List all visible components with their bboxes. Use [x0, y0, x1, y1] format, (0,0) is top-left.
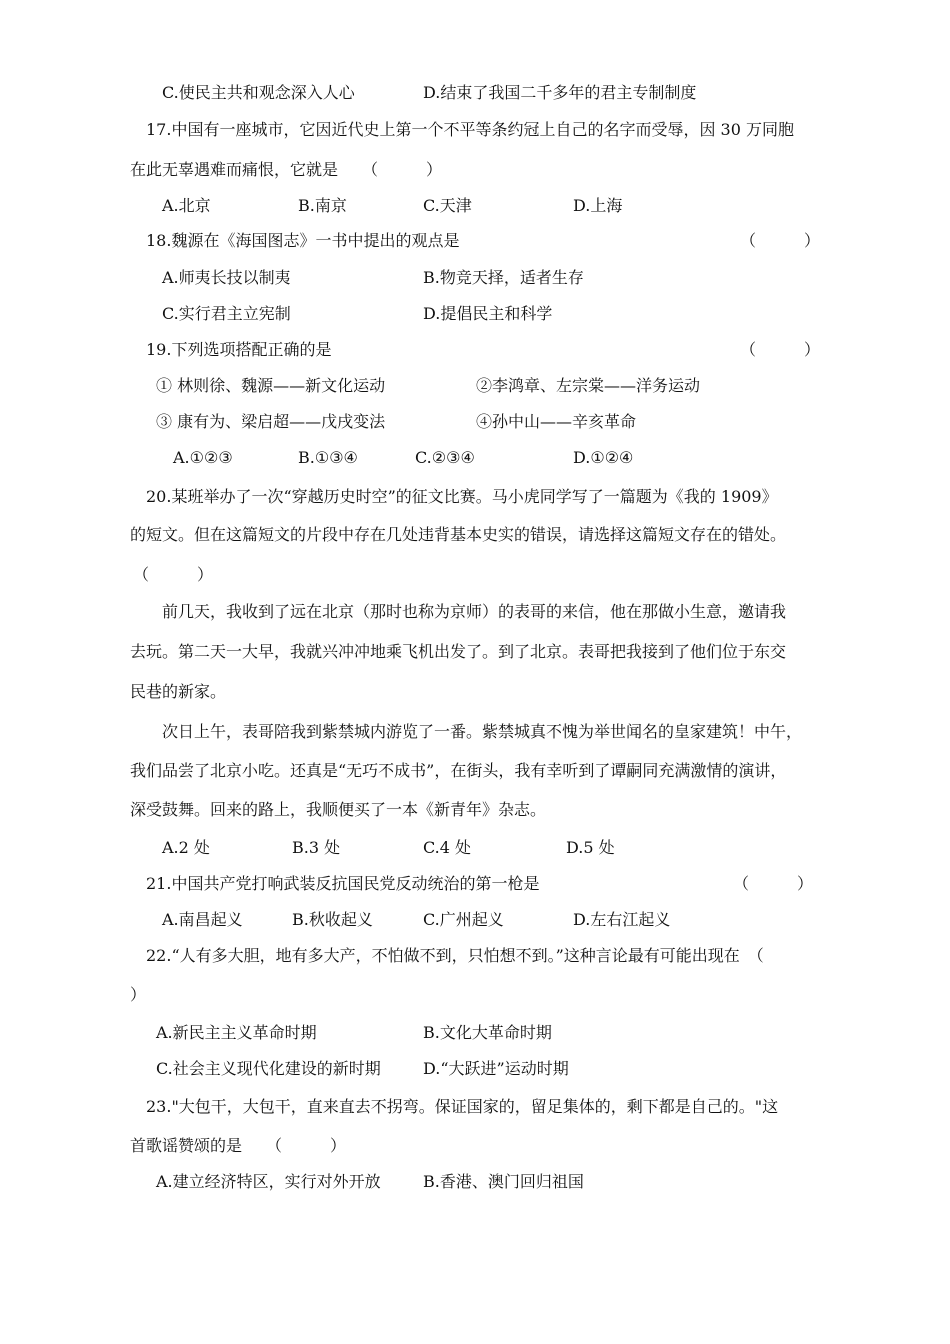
q20-option-d: D.5 处 [566, 838, 615, 857]
q20-stem-line2: 的短文。但在这篇短文的片段中存在几处违背基本史实的错误，请选择这篇短文存在的错处。 [130, 525, 787, 544]
q22-stem-line1: 22.“人有多大胆，地有多大产，不怕做不到，只怕想不到。”这种言论最有可能出现在 （ [146, 946, 764, 965]
q19-answer-bracket: （ ） [740, 340, 821, 359]
q22-stem-line2: ） [130, 985, 147, 1004]
q21-option-d: D.左右江起义 [573, 910, 671, 929]
q20-passage-p2-line1: 次日上午，表哥陪我到紫禁城内游览了一番。紫禁城真不愧为举世闻名的皇家建筑！中午， [162, 722, 803, 741]
q19-stem: 19.下列选项搭配正确的是 [146, 340, 332, 359]
q20-option-a: A.2 处 [162, 838, 210, 857]
q19-item-4: ④孙中山——辛亥革命 [476, 412, 637, 431]
q19-item-1: ① 林则徐、魏源——新文化运动 [156, 376, 386, 395]
q20-passage-p1-line3: 民巷的新家。 [130, 682, 227, 701]
q18-option-b: B.物竞天择，适者生存 [423, 268, 584, 287]
q18-option-d: D.提倡民主和科学 [423, 304, 553, 323]
q17-option-c: C.天津 [423, 196, 472, 215]
q21-option-b: B.秋收起义 [292, 910, 373, 929]
q23-option-b: B.香港、澳门回归祖国 [423, 1172, 584, 1191]
q20-answer-bracket: （ ） [133, 565, 214, 584]
q17-stem-line2: 在此无辜遇难而痛恨，它就是 （ ） [130, 160, 443, 179]
q20-option-c: C.4 处 [423, 838, 472, 857]
q22-option-b: B.文化大革命时期 [423, 1023, 552, 1042]
q18-stem: 18.魏源在《海国图志》一书中提出的观点是 [146, 231, 460, 250]
q19-option-a: A.①②③ [173, 448, 233, 467]
q16-option-d: D.结束了我国二千多年的君主专制制度 [423, 83, 697, 102]
q21-stem: 21.中国共产党打响武装反抗国民党反动统治的第一枪是 [146, 874, 540, 893]
q22-option-d: D.“大跃进”运动时期 [423, 1059, 569, 1078]
q17-stem-line1: 17.中国有一座城市，它因近代史上第一个不平等条约冠上自己的名字而受辱，因 30 万同胞 [146, 120, 794, 139]
q23-stem-line2: 首歌谣赞颂的是 （ ） [130, 1136, 347, 1155]
q17-option-a: A.北京 [162, 196, 211, 215]
q19-item-3: ③ 康有为、梁启超——戊戌变法 [156, 412, 386, 431]
q22-option-c: C.社会主义现代化建设的新时期 [156, 1059, 381, 1078]
q22-option-a: A.新民主主义革命时期 [156, 1023, 317, 1042]
q18-option-c: C.实行君主立宪制 [162, 304, 291, 323]
q17-option-b: B.南京 [298, 196, 347, 215]
q16-option-c: C.使民主共和观念深入人心 [162, 83, 355, 102]
q18-option-a: A.师夷长技以制夷 [162, 268, 291, 287]
q19-item-2: ②李鸿章、左宗棠——洋务运动 [476, 376, 701, 395]
q17-option-d: D.上海 [573, 196, 623, 215]
q23-stem-line1: 23."大包干，大包干，直来直去不拐弯。保证国家的，留足集体的，剩下都是自己的。"这 [146, 1097, 779, 1116]
q20-option-b: B.3 处 [292, 838, 341, 857]
q20-passage-p1-line1: 前几天，我收到了远在北京（那时也称为京师）的表哥的来信，他在那做小生意，邀请我 [162, 602, 787, 621]
q21-answer-bracket: （ ） [733, 874, 814, 893]
q19-option-c: C.②③④ [415, 448, 475, 467]
q20-passage-p1-line2: 去玩。第二天一大早，我就兴冲冲地乘飞机出发了。到了北京。表哥把我接到了他们位于东交 [130, 642, 787, 661]
q19-option-d: D.①②④ [573, 448, 634, 467]
q21-option-c: C.广州起义 [423, 910, 504, 929]
q20-stem-line1: 20.某班举办了一次“穿越历史时空”的征文比赛。马小虎同学写了一篇题为《我的 1909》 [146, 487, 778, 506]
q21-option-a: A.南昌起义 [162, 910, 243, 929]
q23-option-a: A.建立经济特区，实行对外开放 [156, 1172, 381, 1191]
q19-option-b: B.①③④ [298, 448, 358, 467]
q20-passage-p2-line2: 我们品尝了北京小吃。还真是“无巧不成书”，在街头，我有幸听到了谭嗣同充满激情的演讲， [130, 761, 787, 780]
q18-answer-bracket: （ ） [740, 231, 821, 250]
q20-passage-p2-line3: 深受鼓舞。回来的路上，我顺便买了一本《新青年》杂志。 [130, 800, 547, 819]
